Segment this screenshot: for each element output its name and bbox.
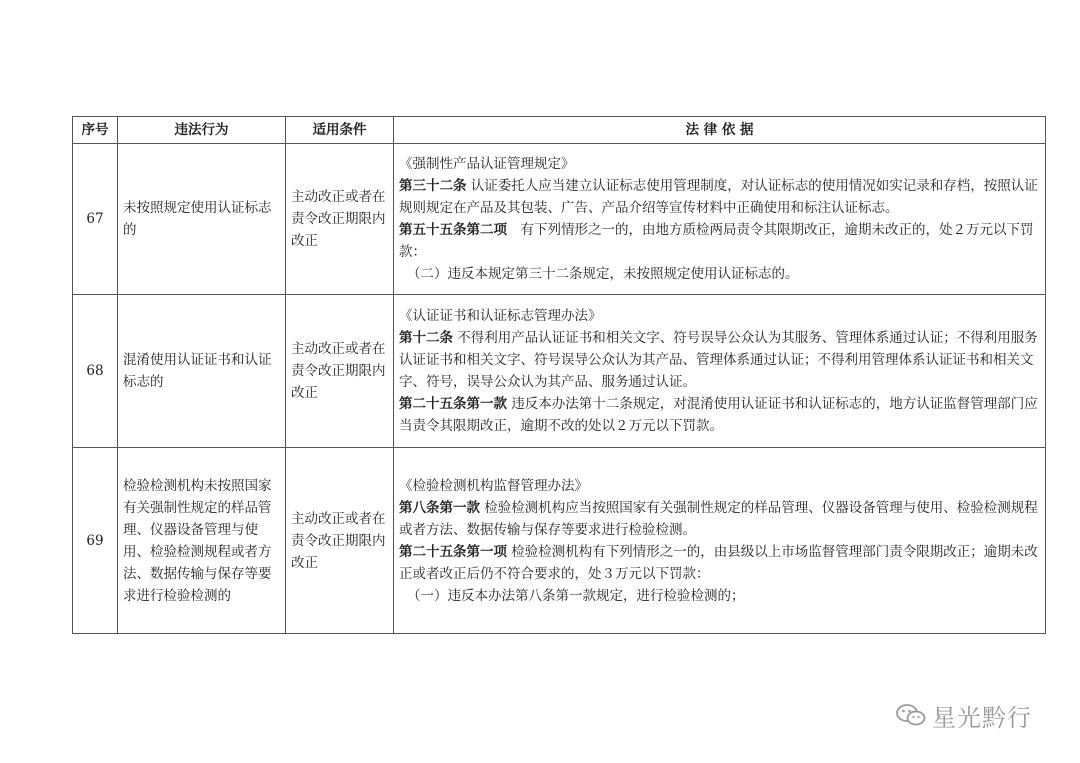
violation-cell: 混淆使用认证证书和认证标志的	[118, 295, 286, 448]
article-text: 违反本办法第十二条规定，对混淆使用认证证书和认证标志的，地方认证监督管理部门应当责令其限期改正，逾期不改的处以２万元以下罚款。	[399, 396, 1038, 434]
law-paragraph	[399, 393, 1040, 437]
condition-cell: 主动改正或者在责令改正期限内改正	[286, 295, 394, 448]
condition-cell: 主动改正或者在责令改正期限内改正	[286, 448, 394, 634]
violation-cell: 未按照规定使用认证标志的	[118, 144, 286, 295]
law-paragraph	[399, 497, 1040, 541]
article-keyword: 第十二条	[399, 330, 453, 346]
law-item: （二）违反本规定第三十二条规定，未按照规定使用认证标志的。	[407, 266, 799, 282]
penalty-table	[72, 116, 1046, 634]
wechat-icon	[896, 703, 926, 727]
article-keyword: 第五十五条第二项	[399, 222, 507, 238]
law-paragraph	[399, 175, 1040, 219]
article-text: 检验检测机构应当按照国家有关强制性规定的样品管理、仪器设备管理与使用、检验检测规程或者方法、数据传输与保存等要求进行检验检测。	[399, 499, 1038, 538]
legal-basis-cell	[394, 144, 1046, 295]
article-text: 有下列情形之一的，由地方质检两局责令其限期改正，逾期未改正的，处２万元以下罚款：	[399, 222, 1034, 260]
watermark	[896, 702, 1032, 732]
law-paragraph	[399, 541, 1040, 585]
law-paragraph	[399, 219, 1040, 263]
article-keyword: 第二十五条第一项	[399, 543, 507, 560]
article-keyword: 第二十五条第一款	[399, 396, 507, 412]
table-header-row	[73, 117, 1046, 144]
row-number: 67	[73, 144, 118, 295]
header-basis: 法 律 依 据	[394, 117, 1046, 144]
law-item: （一）违反本办法第八条第一款规定，进行检验检测的；	[407, 587, 745, 604]
violation-cell: 检验检测机构未按照国家有关强制性规定的样品管理、仪器设备管理与使用、检验检测规程或者方法、数据传输与保存等要求进行检验检测的	[118, 448, 286, 634]
article-text: 认证委托人应当建立认证标志使用管理制度，对认证标志的使用情况如实记录和存档，按照认证规则规定在产品及其包装、广告、产品介绍等宣传材料中正确使用和标注认证标志。	[399, 178, 1038, 216]
article-keyword: 第三十二条	[399, 178, 467, 194]
header-no: 序号	[73, 117, 118, 144]
law-title: 《检验检测机构监督管理办法》	[399, 477, 588, 494]
header-condition: 适用条件	[286, 117, 394, 144]
law-title: 《强制性产品认证管理规定》	[399, 156, 575, 172]
row-number: 69	[73, 448, 118, 634]
table-row	[73, 448, 1046, 634]
table-row	[73, 144, 1046, 295]
legal-basis-cell	[394, 295, 1046, 448]
law-paragraph	[399, 327, 1040, 393]
article-text: 不得利用产品认证证书和相关文字、符号误导公众认为其服务、管理体系通过认证；不得利用服务认证证书和相关文字、符号误导公众认为其产品、管理体系通过认证；不得利用管理体系认证证书和相关文字、符号，误导公众认为其产品、服务通过认证。	[399, 330, 1038, 390]
row-number: 68	[73, 295, 118, 448]
legal-basis-cell	[394, 448, 1046, 634]
condition-cell: 主动改正或者在责令改正期限内改正	[286, 144, 394, 295]
table-row	[73, 295, 1046, 448]
header-violation: 违法行为	[118, 117, 286, 144]
watermark-text: 星光黔行	[932, 703, 1032, 732]
article-keyword: 第八条第一款	[399, 499, 480, 516]
article-text: 检验检测机构有下列情形之一的，由县级以上市场监督管理部门责令限期改正；逾期未改正或者改正后仍不符合要求的，处３万元以下罚款：	[399, 543, 1038, 582]
law-title: 《认证证书和认证标志管理办法》	[399, 308, 602, 324]
